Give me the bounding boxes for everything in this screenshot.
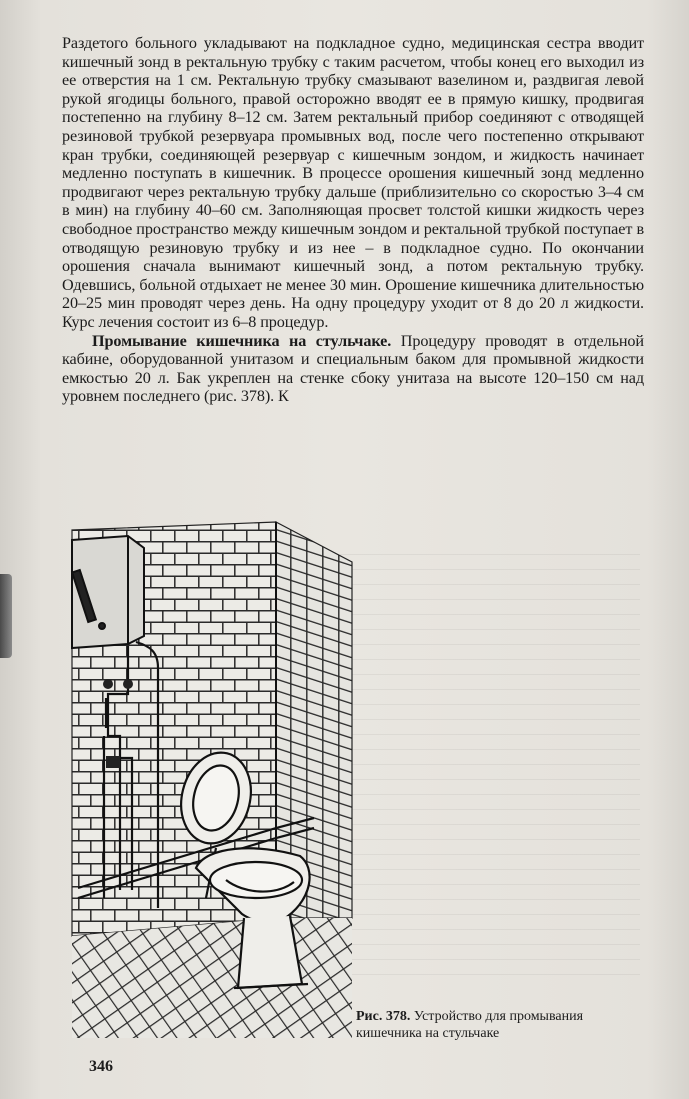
water-tank bbox=[72, 536, 144, 648]
paragraph-2-text: Процедуру проводят в отдельной кабине, оборудованной унитазом и специальным баком для промывной жидкости емкостью 20 л. Бак укреплен на стенке сбоку унитаза на высоте 120–150 см над уровнем последнего (рис. 378). К bbox=[62, 331, 644, 406]
caption-number: Рис. 378. bbox=[356, 1009, 411, 1024]
page-number: 346 bbox=[89, 1058, 113, 1075]
paragraph-2 bbox=[62, 332, 644, 406]
toilet-tank-drawing bbox=[66, 518, 356, 1040]
caption-text: Устройство для промывания кишечника на стульчаке bbox=[356, 1009, 584, 1041]
figure-caption bbox=[356, 1008, 648, 1042]
figure-illustration bbox=[66, 518, 356, 1040]
body-text bbox=[62, 34, 644, 406]
paragraph-1: Раздетого больного укладывают на подкладное судно, медицинская сестра вводит кишечный зонд в ректальную трубку с таким расчетом, чтобы конец его выходил из ее отверстия на 1 см. Ректальную трубку смазывают вазелином и, раздвигая левой рукой ягодицы больного, правой осторожно вводят ее в прямую кишку, продвигая постепенно на глубину 8–12 см. Затем ректальный прибор соединяют с отводящей резиновой трубкой резервуара промывных вод, после чего постепенно открывают кран трубки, соединяющей резервуар с кишечным зондом, и жидкость начинает медленно поступать в кишечник. В процессе орошения кишечный зонд медленно продвигают через ректальную трубку дальше (приблизительно со скоростью 3–4 см в мин) на глубину 40–60 см. Заполняющая просвет толстой кишки жидкость через свободное пространство между кишечным зондом и ректальной трубкой поступает в отводящую резиновую трубку и из нее – в подкладное судно. По окончании орошения сначала вынимают кишечный зонд, а потом ректальную трубку. Одевшись, больной отдыхает не менее 30 мин. Орошение кишечника длительностью 20–25 мин проводят через день. На одну процедуру уходит от 8 до 20 л жидкости. Курс лечения состоит из 6–8 процедур. bbox=[62, 34, 644, 331]
show-through-text bbox=[340, 540, 640, 980]
page-tab-marker bbox=[0, 574, 12, 658]
paragraph-heading: Промывание кишечника на стульчаке. bbox=[92, 331, 392, 350]
